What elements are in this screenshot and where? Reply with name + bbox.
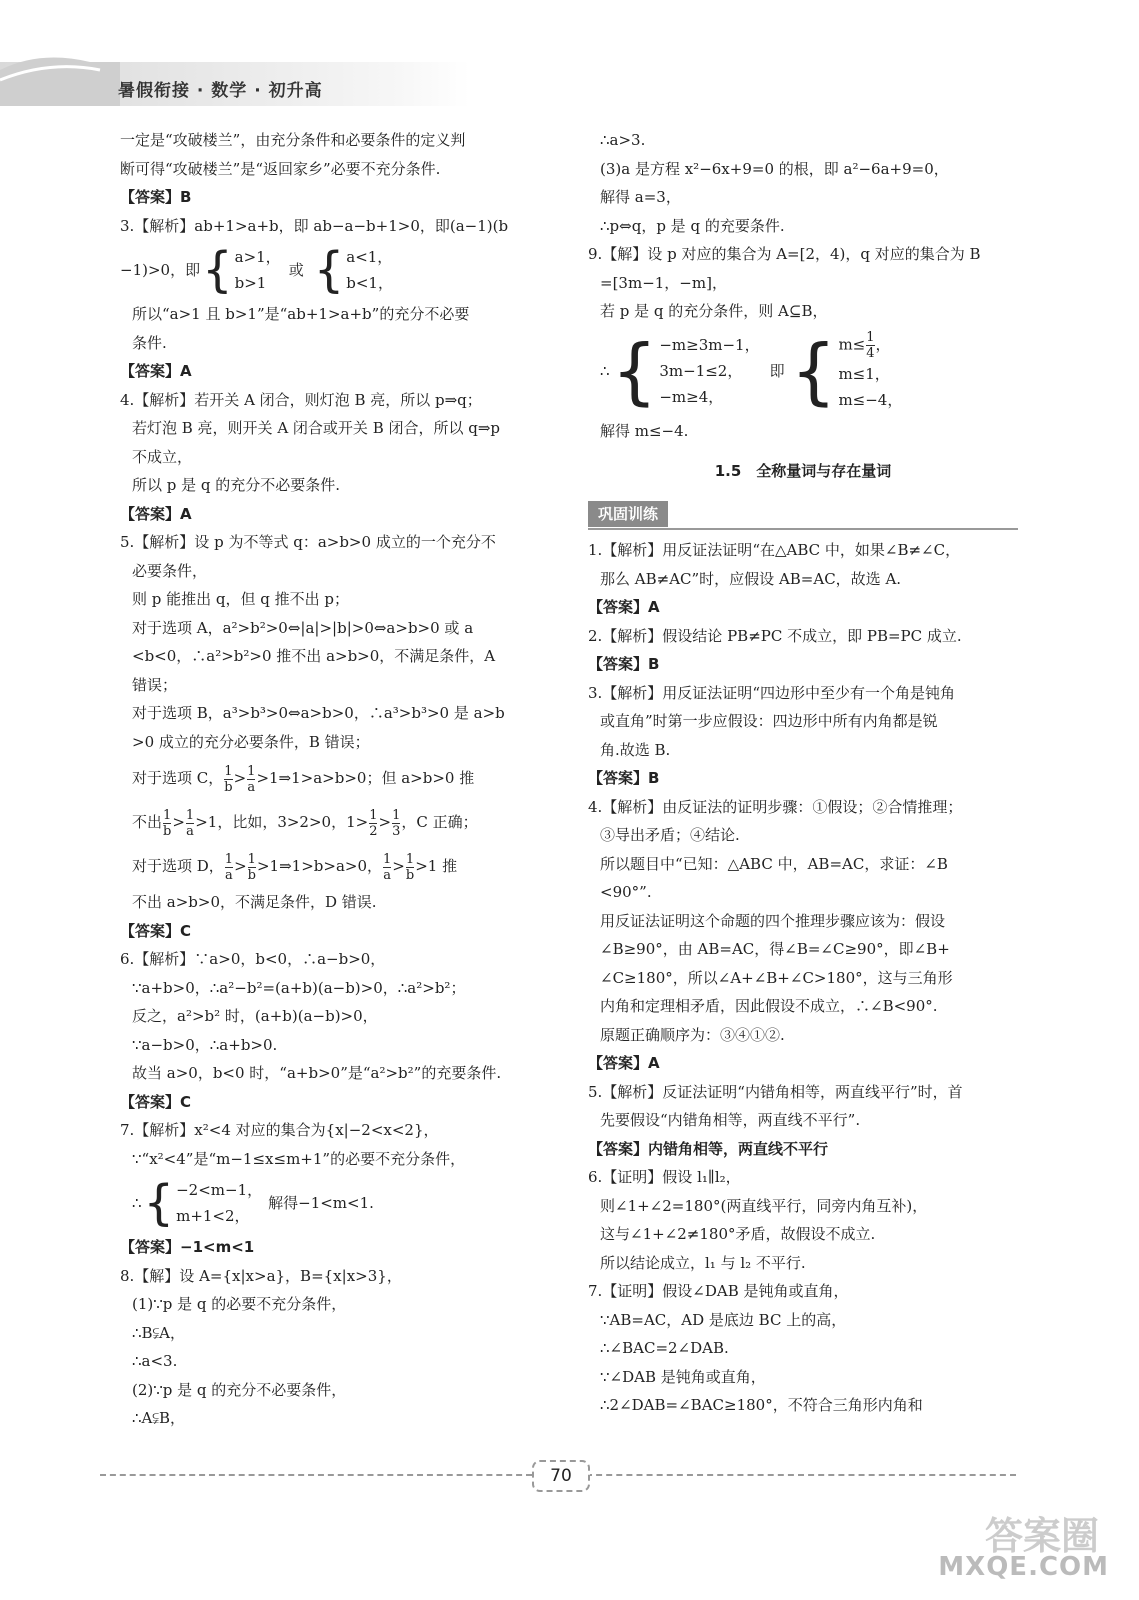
text-line: ∵a−b>0，∴a+b>0. — [132, 1035, 278, 1054]
text-line: 断可得“攻破楼兰”是“返回家乡”必要不充分条件. — [120, 159, 441, 178]
system-row: −m≥3m−1， — [659, 336, 760, 354]
question-7: 7.【证明】假设∠DAB 是钝角或直角， — [588, 1282, 849, 1300]
text-line: 则∠1+∠2=180°(两直线平行，同旁内角互补)， — [600, 1196, 928, 1215]
section-title: 1.5 全称量词与存在量词 — [714, 462, 892, 480]
text-fragment: ∴ — [600, 361, 610, 380]
answer-line: 【答案】A — [588, 598, 660, 616]
text-line: 条件. — [132, 333, 167, 352]
text-line: 对于选项 A，a²>b²>0⇔|a|>|b|>0⇔a>b>0 或 a — [132, 618, 474, 637]
answer-line: 【答案】C — [120, 921, 192, 940]
footer-divider — [586, 1474, 1016, 1476]
inequality-system — [588, 330, 1018, 413]
question-6: 6.【解析】∵a>0，b<0，∴a−b>0， — [120, 950, 386, 968]
text-line: 错误； — [132, 675, 178, 694]
system-row: m+1<2， — [176, 1207, 250, 1225]
section-tag: 巩固训练 — [588, 501, 668, 527]
text-line: 先要假设“内错角相等，两直线不平行”. — [600, 1111, 861, 1129]
text-line: ∴a<3. — [132, 1352, 178, 1370]
watermark-logo: 答案圈 — [984, 1514, 1099, 1558]
question-1: 1.【解析】用反证法证明“在△ABC 中，如果∠B≠∠C， — [588, 541, 961, 559]
brace-icon: { — [313, 242, 345, 298]
answer-line: 【答案】C — [120, 1092, 192, 1111]
text-line: 所以“a>1 且 b>1”是“ab+1>a+b”的充分不必要 — [132, 305, 470, 323]
text-line: ∴B⫋A， — [132, 1323, 185, 1342]
text-line: 不出 $\frac{1}{b}$ > $\frac{1}{a}$ >1，比如，3>2>0，1> $\frac{1}{2}$ > $\frac{1}{3}$ ，C 正确； — [132, 807, 478, 839]
text-line: 用反证法证明这个命题的四个推理步骤应该为：假设 — [600, 911, 946, 930]
text-line: 必要条件， — [132, 561, 208, 580]
text-line: 不成立， — [132, 447, 193, 466]
text-line: <90°”. — [600, 883, 652, 901]
text-line: 解得 m≤−4. — [600, 421, 689, 440]
question-2: 2.【解析】假设结论 PB≠PC 不成立，即 PB=PC 成立. — [588, 626, 962, 645]
question-8: 8.【解】设 A={x|x>a}，B={x|x>3}， — [120, 1266, 402, 1285]
system-row: a>1， — [234, 248, 281, 266]
text-line: >0 成立的充分必要条件，B 错误； — [132, 732, 370, 751]
text-line: ∵a+b>0，∴a²−b²=(a+b)(a−b)>0，∴a²>b²； — [132, 978, 466, 997]
text-fragment: 即 — [769, 361, 785, 380]
answer-line: 【答案】A — [588, 1054, 660, 1072]
text-line: (2)∵p 是 q 的充分不必要条件， — [132, 1380, 347, 1399]
text-line: 若灯泡 B 亮，则开关 A 闭合或开关 B 闭合，所以 q⇒p — [132, 419, 501, 437]
brace-icon: { — [143, 1175, 175, 1231]
system-row: m≤1， — [838, 364, 890, 383]
right-column — [588, 126, 1018, 1420]
text-fragment: ∴ — [132, 1193, 142, 1212]
text-fragment: 或 — [288, 260, 304, 279]
text-line: ∵“x²<4”是“m−1≤x≤m+1”的必要不充分条件， — [132, 1149, 466, 1168]
text-line: 那么 AB≠AC”时，应假设 AB=AC，故选 A. — [600, 569, 902, 588]
question-6: 6.【证明】假设 l₁∥l₂， — [588, 1168, 741, 1186]
text-fragment: 解得−1<m<1. — [268, 1193, 374, 1212]
text-line: 所以结论成立，l₁ 与 l₂ 不平行. — [600, 1253, 806, 1272]
system-row: m≤ $\frac{1}{4}$ ， — [838, 329, 891, 361]
text-line: ③导出矛盾；④结论. — [600, 826, 740, 844]
answer-line: 【答案】B — [588, 769, 660, 787]
header-decoration-icon — [0, 40, 120, 110]
text-line: 反之，a²>b² 时，(a+b)(a−b)>0， — [132, 1007, 378, 1025]
text-line: 所以 p 是 q 的充分不必要条件. — [132, 476, 341, 494]
watermark-url: MXQE.COM — [938, 1552, 1109, 1582]
text-line: ∴∠BAC=2∠DAB. — [600, 1339, 729, 1357]
text-line: 解得 a=3， — [600, 188, 681, 206]
text-line: ∵AB=AC，AD 是底边 BC 上的高， — [600, 1310, 847, 1329]
question-4: 4.【解析】若开关 A 闭合，则灯泡 B 亮，所以 p⇒q； — [120, 390, 482, 409]
question-7: 7.【解析】x²<4 对应的集合为{x|−2<x<2}， — [120, 1121, 439, 1139]
footer-divider — [100, 1474, 532, 1476]
answer-line: 【答案】A — [120, 362, 192, 380]
inequality-system — [120, 244, 560, 296]
system-row: 3m−1≤2， — [659, 362, 743, 380]
text-line: 若 p 是 q 的充分条件，则 A⊆B， — [600, 302, 828, 320]
brace-icon: { — [202, 242, 233, 298]
text-line: 对于选项 B，a³>b³>0⇔a>b>0，∴a³>b³>0 是 a>b — [132, 704, 505, 722]
text-line: 一定是“攻破楼兰”，由充分条件和必要条件的定义判 — [120, 131, 466, 149]
text-line: 对于选项 D， $\frac{1}{a}$ > $\frac{1}{b}$ >1⇒1>b>a>0， $\frac{1}{a}$ > $\frac{1}{b}$ >1 推 — [132, 851, 458, 883]
text-line: ∠C≥180°，所以∠A+∠B+∠C>180°，这与三角形 — [600, 968, 953, 987]
system-row: m≤−4， — [838, 390, 903, 409]
text-line: =[3m−1，−m]， — [600, 273, 727, 292]
text-line: (3)a 是方程 x²−6x+9=0 的根，即 a²−6a+9=0， — [600, 159, 949, 178]
text-line: ∵∠DAB 是钝角或直角， — [600, 1367, 766, 1386]
question-9: 9.【解】设 p 对应的集合为 A=[2，4)，q 对应的集合为 B — [588, 245, 981, 263]
text-line: 不出 a>b>0，不满足条件，D 错误. — [132, 893, 377, 911]
answer-line: 【答案】B — [120, 188, 192, 206]
answer-line: 【答案】B — [588, 655, 660, 673]
answer-line: 【答案】A — [120, 504, 192, 523]
system-row: a<1， — [346, 248, 393, 266]
system-row: −2<m−1， — [176, 1181, 263, 1199]
text-line: 原题正确顺序为：③④①②. — [600, 1025, 785, 1044]
text-line: 角.故选 B. — [600, 740, 671, 759]
text-line: ∴a>3. — [600, 131, 646, 149]
system-row: b<1， — [346, 274, 393, 292]
system-row: b>1 — [234, 274, 267, 292]
question-3: 3.【解析】用反证法证明“四边形中至少有一个角是钝角 — [588, 683, 955, 702]
text-line: 对于选项 C， $\frac{1}{b}$ > $\frac{1}{a}$ >1⇒1>a>b>0；但 a>b>0 推 — [132, 763, 475, 795]
brace-icon: { — [790, 329, 837, 413]
text-line: 则 p 能推出 q，但 q 推不出 p； — [132, 590, 350, 608]
text-line: 或直角”时第一步应假设：四边形中所有内角都是锐 — [600, 712, 938, 730]
text-line: 内角和定理相矛盾，因此假设不成立，∴∠B<90°. — [600, 997, 938, 1015]
text-line: <b<0，∴a²>b²>0 推不出 a>b>0，不满足条件，A — [132, 647, 496, 665]
text-line: ∠B≥90°，由 AB=AC，得∠B=∠C≥90°，即∠B+ — [600, 940, 950, 958]
section-tag-rule — [588, 500, 1018, 531]
text-line: ∴2∠DAB=∠BAC≥180°，不符合三角形内角和 — [600, 1396, 923, 1414]
inequality-system — [120, 1177, 560, 1229]
text-line: 故当 a>0，b<0 时，“a+b>0”是“a²>b²”的充要条件. — [132, 1064, 502, 1082]
question-3: 3.【解析】ab+1>a+b，即 ab−a−b+1>0，即(a−1)(b — [120, 216, 509, 235]
brace-icon: { — [611, 329, 658, 413]
text-line: 这与∠1+∠2≠180°矛盾，故假设不成立. — [600, 1225, 876, 1243]
text-line: ∴p⇔q，p 是 q 的充要条件. — [600, 216, 785, 235]
answer-line: 【答案】−1<m<1 — [120, 1238, 255, 1256]
answer-line: 【答案】内错角相等，两直线不平行 — [588, 1139, 829, 1158]
text-line: ∴A⫋B， — [132, 1409, 185, 1427]
left-column — [120, 126, 560, 1433]
page-number: 70 — [532, 1460, 590, 1492]
text-line: 所以题目中“已知：△ABC 中，AB=AC，求证：∠B — [600, 854, 948, 873]
text-fragment: −1)>0，即 — [120, 260, 201, 279]
question-5: 5.【解析】反证法证明“内错角相等，两直线平行”时，首 — [588, 1082, 963, 1101]
question-4: 4.【解析】由反证法的证明步骤：①假设；②合情推理； — [588, 797, 963, 816]
system-row: −m≥4， — [659, 388, 724, 406]
text-line: (1)∵p 是 q 的必要不充分条件， — [132, 1295, 347, 1313]
header-title: 暑假衔接 · 数学 · 初升高 — [118, 81, 323, 101]
question-5: 5.【解析】设 p 为不等式 q：a>b>0 成立的一个充分不 — [120, 533, 496, 551]
